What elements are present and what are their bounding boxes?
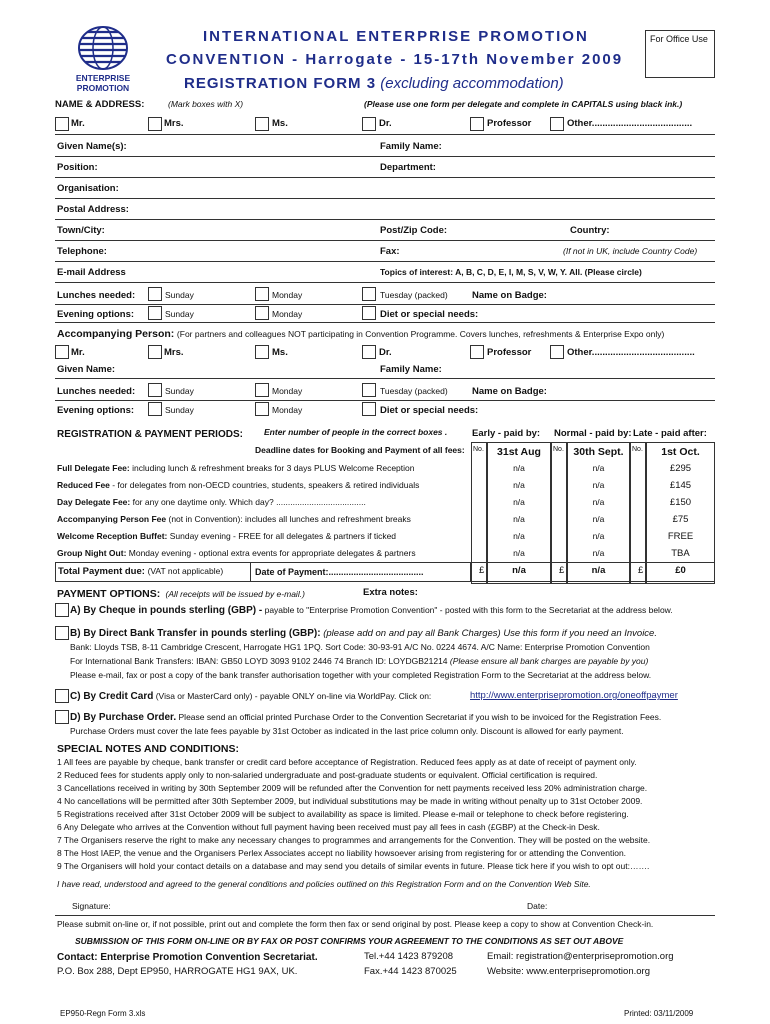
evening-monday-checkbox[interactable] bbox=[255, 306, 269, 320]
total-late-pound: £ bbox=[638, 565, 644, 576]
file-name: EP950-Regn Form 3.xls bbox=[60, 1009, 146, 1018]
option-cheque-checkbox[interactable] bbox=[55, 603, 69, 617]
email-field[interactable]: E-mail Address bbox=[57, 267, 126, 278]
lunches-needed-label: Lunches needed: bbox=[57, 290, 136, 301]
acc-title-dr-label: Dr. bbox=[379, 347, 392, 358]
late-no-label: No. bbox=[632, 446, 643, 453]
acc-lunch-sunday-checkbox[interactable] bbox=[148, 383, 162, 397]
full-delegate-late: £295 bbox=[669, 463, 692, 474]
diet-checkbox[interactable] bbox=[362, 306, 376, 320]
lunch-monday-checkbox[interactable] bbox=[255, 287, 269, 301]
position-field[interactable]: Position: bbox=[57, 162, 98, 173]
total-early: n/a bbox=[512, 565, 526, 576]
note-item: 8 The Host IAEP, the venue and the Organisers Perlex Associates accept no liability howsoever arising from registering for or attending the Convention. bbox=[57, 848, 627, 858]
acc-title-ms-checkbox[interactable] bbox=[255, 345, 269, 359]
signature-field[interactable]: Signature: bbox=[72, 901, 111, 911]
fee-row-accompanying: Accompanying Person Fee (not in Convention): includes all lunches and refreshment breaks bbox=[57, 514, 411, 524]
note-item: 6 Any Delegate who arrives at the Convention without full payment having been received must pay all fees in cash (£GBP) at the Check-in Desk. bbox=[57, 822, 600, 832]
accompanying-normal: n/a bbox=[592, 514, 605, 524]
special-notes-heading: SPECIAL NOTES AND CONDITIONS: bbox=[57, 743, 240, 755]
name-on-badge-field[interactable]: Name on Badge: bbox=[472, 290, 547, 301]
acc-lunch-sunday-label: Sunday bbox=[165, 386, 194, 396]
acc-title-mr-checkbox[interactable] bbox=[55, 345, 69, 359]
accompanying-early: n/a bbox=[513, 514, 525, 524]
worldpay-link[interactable]: http://www.enterprisepromotion.org/oneoffpaymer bbox=[470, 691, 678, 701]
day-delegate-early: n/a bbox=[513, 497, 525, 507]
extra-notes-label: Extra notes: bbox=[363, 587, 418, 598]
office-use-box: For Office Use bbox=[645, 30, 715, 78]
title-mrs-checkbox[interactable] bbox=[148, 117, 162, 131]
early-header: Early - paid by: bbox=[472, 428, 541, 439]
acc-title-mrs-checkbox[interactable] bbox=[148, 345, 162, 359]
acc-title-other-label: Other....................................... bbox=[567, 347, 695, 358]
acc-lunch-tuesday-label: Tuesday (packed) bbox=[380, 386, 448, 396]
group-night-normal: n/a bbox=[592, 548, 605, 558]
acc-given-name-field[interactable]: Given Name: bbox=[57, 364, 116, 375]
bank-details-line3: Please e-mail, fax or post a copy of the bank transfer authorisation together with your completed Registration Form to the Secretariat at the address below. bbox=[70, 670, 652, 680]
bank-details-line1: Bank: Lloyds TSB, 8-11 Cambridge Crescent, Harrogate HG1 1PQ. Sort Code: 30-93-91 A/C No. 0224 4674. A/C Name: Enterprise Promotion Convention bbox=[70, 642, 650, 652]
acc-evening-monday-checkbox[interactable] bbox=[255, 402, 269, 416]
acc-family-name-field[interactable]: Family Name: bbox=[380, 364, 442, 375]
enterprise-promotion-logo bbox=[64, 24, 142, 96]
group-night-early: n/a bbox=[513, 548, 525, 558]
contact-address: P.O. Box 288, Dept EP950, HARROGATE HG1 9AX, UK. bbox=[57, 966, 298, 977]
option-credit-card-text: C) By Credit Card (Visa or MasterCard only) - payable ONLY on-line via WorldPay. Click on: bbox=[70, 691, 432, 702]
payment-periods-label: REGISTRATION & PAYMENT PERIODS: bbox=[57, 429, 243, 440]
acc-title-mr-label: Mr. bbox=[71, 347, 85, 358]
acc-title-ms-label: Ms. bbox=[272, 347, 288, 358]
name-address-label: NAME & ADDRESS: bbox=[55, 99, 145, 110]
title-other-checkbox[interactable] bbox=[550, 117, 564, 131]
contact-tel: Tel.+44 1423 879208 bbox=[364, 951, 454, 962]
acc-diet-field[interactable]: Diet or special needs: bbox=[380, 405, 479, 416]
total-payment-label: Total Payment due: (VAT not applicable) bbox=[58, 566, 224, 577]
welcome-early: n/a bbox=[513, 531, 525, 541]
title-line-2: CONVENTION - Harrogate - 15-17th November 2009 bbox=[166, 51, 624, 68]
acc-evening-monday-label: Monday bbox=[272, 405, 303, 415]
lunch-monday-label: Monday bbox=[272, 290, 303, 300]
option-credit-card-checkbox[interactable] bbox=[55, 689, 69, 703]
post-zip-field[interactable]: Post/Zip Code: bbox=[380, 225, 448, 236]
fee-row-full-delegate: Full Delegate Fee: including lunch & refreshment breaks for 3 days PLUS Welcome Reception bbox=[57, 463, 415, 473]
title-mrs-label: Mrs. bbox=[164, 118, 184, 129]
early-no-label: No. bbox=[473, 446, 484, 453]
option-bank-transfer-text: B) By Direct Bank Transfer in pounds sterling (GBP): (please add on and pay all Bank Charges) Use this form if you need an Invoice. bbox=[70, 628, 657, 639]
acc-lunch-monday-checkbox[interactable] bbox=[255, 383, 269, 397]
date-of-payment-field: Date of Payment:...................................... bbox=[255, 567, 424, 577]
reduced-early: n/a bbox=[513, 480, 525, 490]
date-field[interactable]: Date: bbox=[527, 901, 548, 911]
lunch-tuesday-label: Tuesday (packed) bbox=[380, 290, 448, 300]
payment-options-heading: PAYMENT OPTIONS: (All receipts will be issued by e-mail.) bbox=[57, 588, 305, 600]
topics-of-interest[interactable]: Topics of interest: A, B, C, D, E, I, M, S, V, W, Y. All. (Please circle) bbox=[380, 267, 642, 277]
note-item: 3 Cancellations received in writing by 30th September 2009 will be refunded after the Convention for nett payments received less 20% administration charge. bbox=[57, 783, 648, 793]
acc-evening-sunday-label: Sunday bbox=[165, 405, 194, 415]
organisation-field[interactable]: Organisation: bbox=[57, 183, 119, 194]
deadline-note: Deadline dates for Booking and Payment of all fees: bbox=[255, 445, 465, 455]
submit-note: Please submit on-line or, if not possible, print out and complete the form then fax or send original by post. Please keep a copy to show at Convention Check-in. bbox=[57, 919, 654, 929]
full-delegate-normal: n/a bbox=[592, 463, 605, 473]
postal-address-field[interactable]: Postal Address: bbox=[57, 204, 129, 215]
reduced-late: £145 bbox=[669, 480, 692, 491]
country-field[interactable]: Country: bbox=[570, 225, 610, 236]
fee-row-reduced: Reduced Fee - for delegates from non-OECD countries, students, speakers & retired individuals bbox=[57, 480, 420, 490]
option-purchase-order-text: D) By Purchase Order. Please send an official printed Purchase Order to the Convention Secretariat if you wish to be invoiced for the Registration Fees. bbox=[70, 712, 662, 723]
late-date: 1st Oct. bbox=[661, 446, 700, 458]
total-late: £0 bbox=[675, 565, 686, 576]
normal-date: 30th Sept. bbox=[573, 446, 624, 458]
late-header: Late - paid after: bbox=[633, 428, 707, 439]
evening-options-label: Evening options: bbox=[57, 309, 135, 320]
acc-title-professor-label: Professor bbox=[487, 347, 532, 358]
title-line-1: INTERNATIONAL ENTERPRISE PROMOTION bbox=[203, 28, 589, 45]
family-name-field[interactable]: Family Name: bbox=[380, 141, 442, 152]
agreement-statement: I have read, understood and agreed to the general conditions and policies outlined on this Registration Form and on the Convention Web Site. bbox=[57, 879, 591, 889]
evening-monday-label: Monday bbox=[272, 309, 303, 319]
svg-text:ENTERPRISE: ENTERPRISE bbox=[75, 73, 131, 83]
country-code-note: (If not in UK, include Country Code) bbox=[563, 246, 698, 256]
accompanying-late: £75 bbox=[672, 514, 689, 525]
contact-fax: Fax.+44 1423 870025 bbox=[364, 966, 457, 977]
title-dr-label: Dr. bbox=[379, 118, 392, 129]
acc-title-professor-checkbox[interactable] bbox=[470, 345, 484, 359]
lunch-sunday-label: Sunday bbox=[165, 290, 194, 300]
option-cheque-text: A) By Cheque in pounds sterling (GBP) - payable to "Enterprise Promotion Convention" - posted with this form to the Secretariat at the address below. bbox=[70, 605, 673, 616]
title-professor-checkbox[interactable] bbox=[470, 117, 484, 131]
normal-header: Normal - paid by: bbox=[554, 428, 632, 439]
svg-text:PROMOTION: PROMOTION bbox=[76, 83, 130, 93]
acc-lunches-label: Lunches needed: bbox=[57, 386, 136, 397]
acc-lunch-monday-label: Monday bbox=[272, 386, 303, 396]
mark-boxes-note: (Mark boxes with X) bbox=[168, 99, 244, 109]
acc-title-dr-checkbox[interactable] bbox=[362, 345, 376, 359]
group-night-late: TBA bbox=[671, 548, 690, 559]
welcome-late: FREE bbox=[667, 531, 694, 542]
town-city-field[interactable]: Town/City: bbox=[57, 225, 105, 236]
diet-field[interactable]: Diet or special needs: bbox=[380, 309, 479, 320]
day-delegate-late: £150 bbox=[669, 497, 692, 508]
acc-title-other-checkbox[interactable] bbox=[550, 345, 564, 359]
lunch-tuesday-checkbox[interactable] bbox=[362, 287, 376, 301]
printed-date: Printed: 03/11/2009 bbox=[624, 1009, 694, 1018]
early-date: 31st Aug bbox=[497, 446, 541, 458]
fee-row-day-delegate: Day Delegate Fee: for any one daytime only. Which day? ...................................... bbox=[57, 497, 366, 507]
evening-sunday-checkbox[interactable] bbox=[148, 306, 162, 320]
reduced-normal: n/a bbox=[592, 480, 605, 490]
bank-details-line2: For International Bank Transfers: IBAN: GB50 LOYD 3093 9102 2446 74 Branch ID: LOYDGB21214 (Please ensure all bank charges are payable by you) bbox=[70, 656, 649, 666]
contact-title: Contact: Enterprise Promotion Convention Secretariat. bbox=[57, 952, 318, 963]
day-delegate-normal: n/a bbox=[592, 497, 605, 507]
note-item: 4 No cancellations will be permitted after 30th September 2009, but individual substitutions may be made in writing without penalty up to 31st October 2009. bbox=[57, 796, 643, 806]
department-field[interactable]: Department: bbox=[380, 162, 436, 173]
title-mr-label: Mr. bbox=[71, 118, 85, 129]
total-normal: n/a bbox=[591, 565, 606, 576]
opt-out-note[interactable]: 9 The Organisers will hold your contact details on a database and may send you details of similar events in future. Please tick here if you wish to opt out:……. bbox=[57, 861, 650, 871]
note-item: 1 All fees are payable by cheque, bank transfer or credit card before acceptance of Registration. Reduced fees apply as at date of receipt of payment only. bbox=[57, 757, 637, 767]
welcome-normal: n/a bbox=[592, 531, 605, 541]
submission-agreement: SUBMISSION OF THIS FORM ON-LINE OR BY FAX OR POST CONFIRMS YOUR AGREEMENT TO THE CONDITIONS AS SET OUT ABOVE bbox=[75, 936, 624, 946]
acc-diet-checkbox[interactable] bbox=[362, 402, 376, 416]
accompanying-person-heading: Accompanying Person: (For partners and colleagues NOT participating in Convention Programme. Covers lunches, refreshments & Enterprise Expo only) bbox=[57, 328, 665, 340]
fax-field[interactable]: Fax: bbox=[380, 246, 400, 257]
normal-no-label: No. bbox=[553, 446, 564, 453]
lunch-sunday-checkbox[interactable] bbox=[148, 287, 162, 301]
title-ms-label: Ms. bbox=[272, 118, 288, 129]
evening-sunday-label: Sunday bbox=[165, 309, 194, 319]
contact-email[interactable]: Email: registration@enterprisepromotion.org bbox=[487, 951, 674, 962]
title-ms-checkbox[interactable] bbox=[255, 117, 269, 131]
acc-evening-label: Evening options: bbox=[57, 405, 135, 416]
note-item: 2 Reduced fees for students apply only to non-salaried undergraduate and post-graduate students or equivalent. Official certification is required. bbox=[57, 770, 598, 780]
title-other-label: Other...................................... bbox=[567, 118, 693, 129]
acc-name-on-badge-field[interactable]: Name on Badge: bbox=[472, 386, 547, 397]
acc-evening-sunday-checkbox[interactable] bbox=[148, 402, 162, 416]
title-dr-checkbox[interactable] bbox=[362, 117, 376, 131]
given-names-field[interactable]: Given Name(s): bbox=[57, 141, 127, 152]
telephone-field[interactable]: Telephone: bbox=[57, 246, 107, 257]
purchase-order-note: Purchase Orders must cover the late fees payable by 31st October as indicated in the last price column only. Discount is allowed for early payment. bbox=[70, 726, 624, 736]
total-normal-pound: £ bbox=[559, 565, 565, 576]
enter-number-note: Enter number of people in the correct boxes . bbox=[264, 427, 448, 437]
title-professor-label: Professor bbox=[487, 118, 532, 129]
title-mr-checkbox[interactable] bbox=[55, 117, 69, 131]
note-item: 5 Registrations received after 31st October 2009 will be subject to availability as space is limited. Please e-mail or telephone to check before registering. bbox=[57, 809, 629, 819]
option-bank-transfer-checkbox[interactable] bbox=[55, 626, 69, 640]
full-delegate-early: n/a bbox=[513, 463, 525, 473]
one-form-note: (Please use one form per delegate and complete in CAPITALS using black ink.) bbox=[364, 99, 683, 109]
total-early-pound: £ bbox=[479, 565, 485, 576]
note-item: 7 The Organisers reserve the right to make any necessary changes to programmes and arrangements for the Convention. They will be posted on the website. bbox=[57, 835, 651, 845]
acc-lunch-tuesday-checkbox[interactable] bbox=[362, 383, 376, 397]
fee-row-group-night-out: Group Night Out: Monday evening - optional extra events for appropriate delegates & partners bbox=[57, 548, 416, 558]
acc-title-mrs-label: Mrs. bbox=[164, 347, 184, 358]
option-purchase-order-checkbox[interactable] bbox=[55, 710, 69, 724]
contact-website[interactable]: Website: www.enterprisepromotion.org bbox=[487, 966, 650, 977]
fee-row-welcome-reception: Welcome Reception Buffet: Sunday evening - FREE for all delegates & partners if ticked bbox=[57, 531, 397, 541]
form-title: REGISTRATION FORM 3 (excluding accommodation) bbox=[184, 75, 564, 92]
